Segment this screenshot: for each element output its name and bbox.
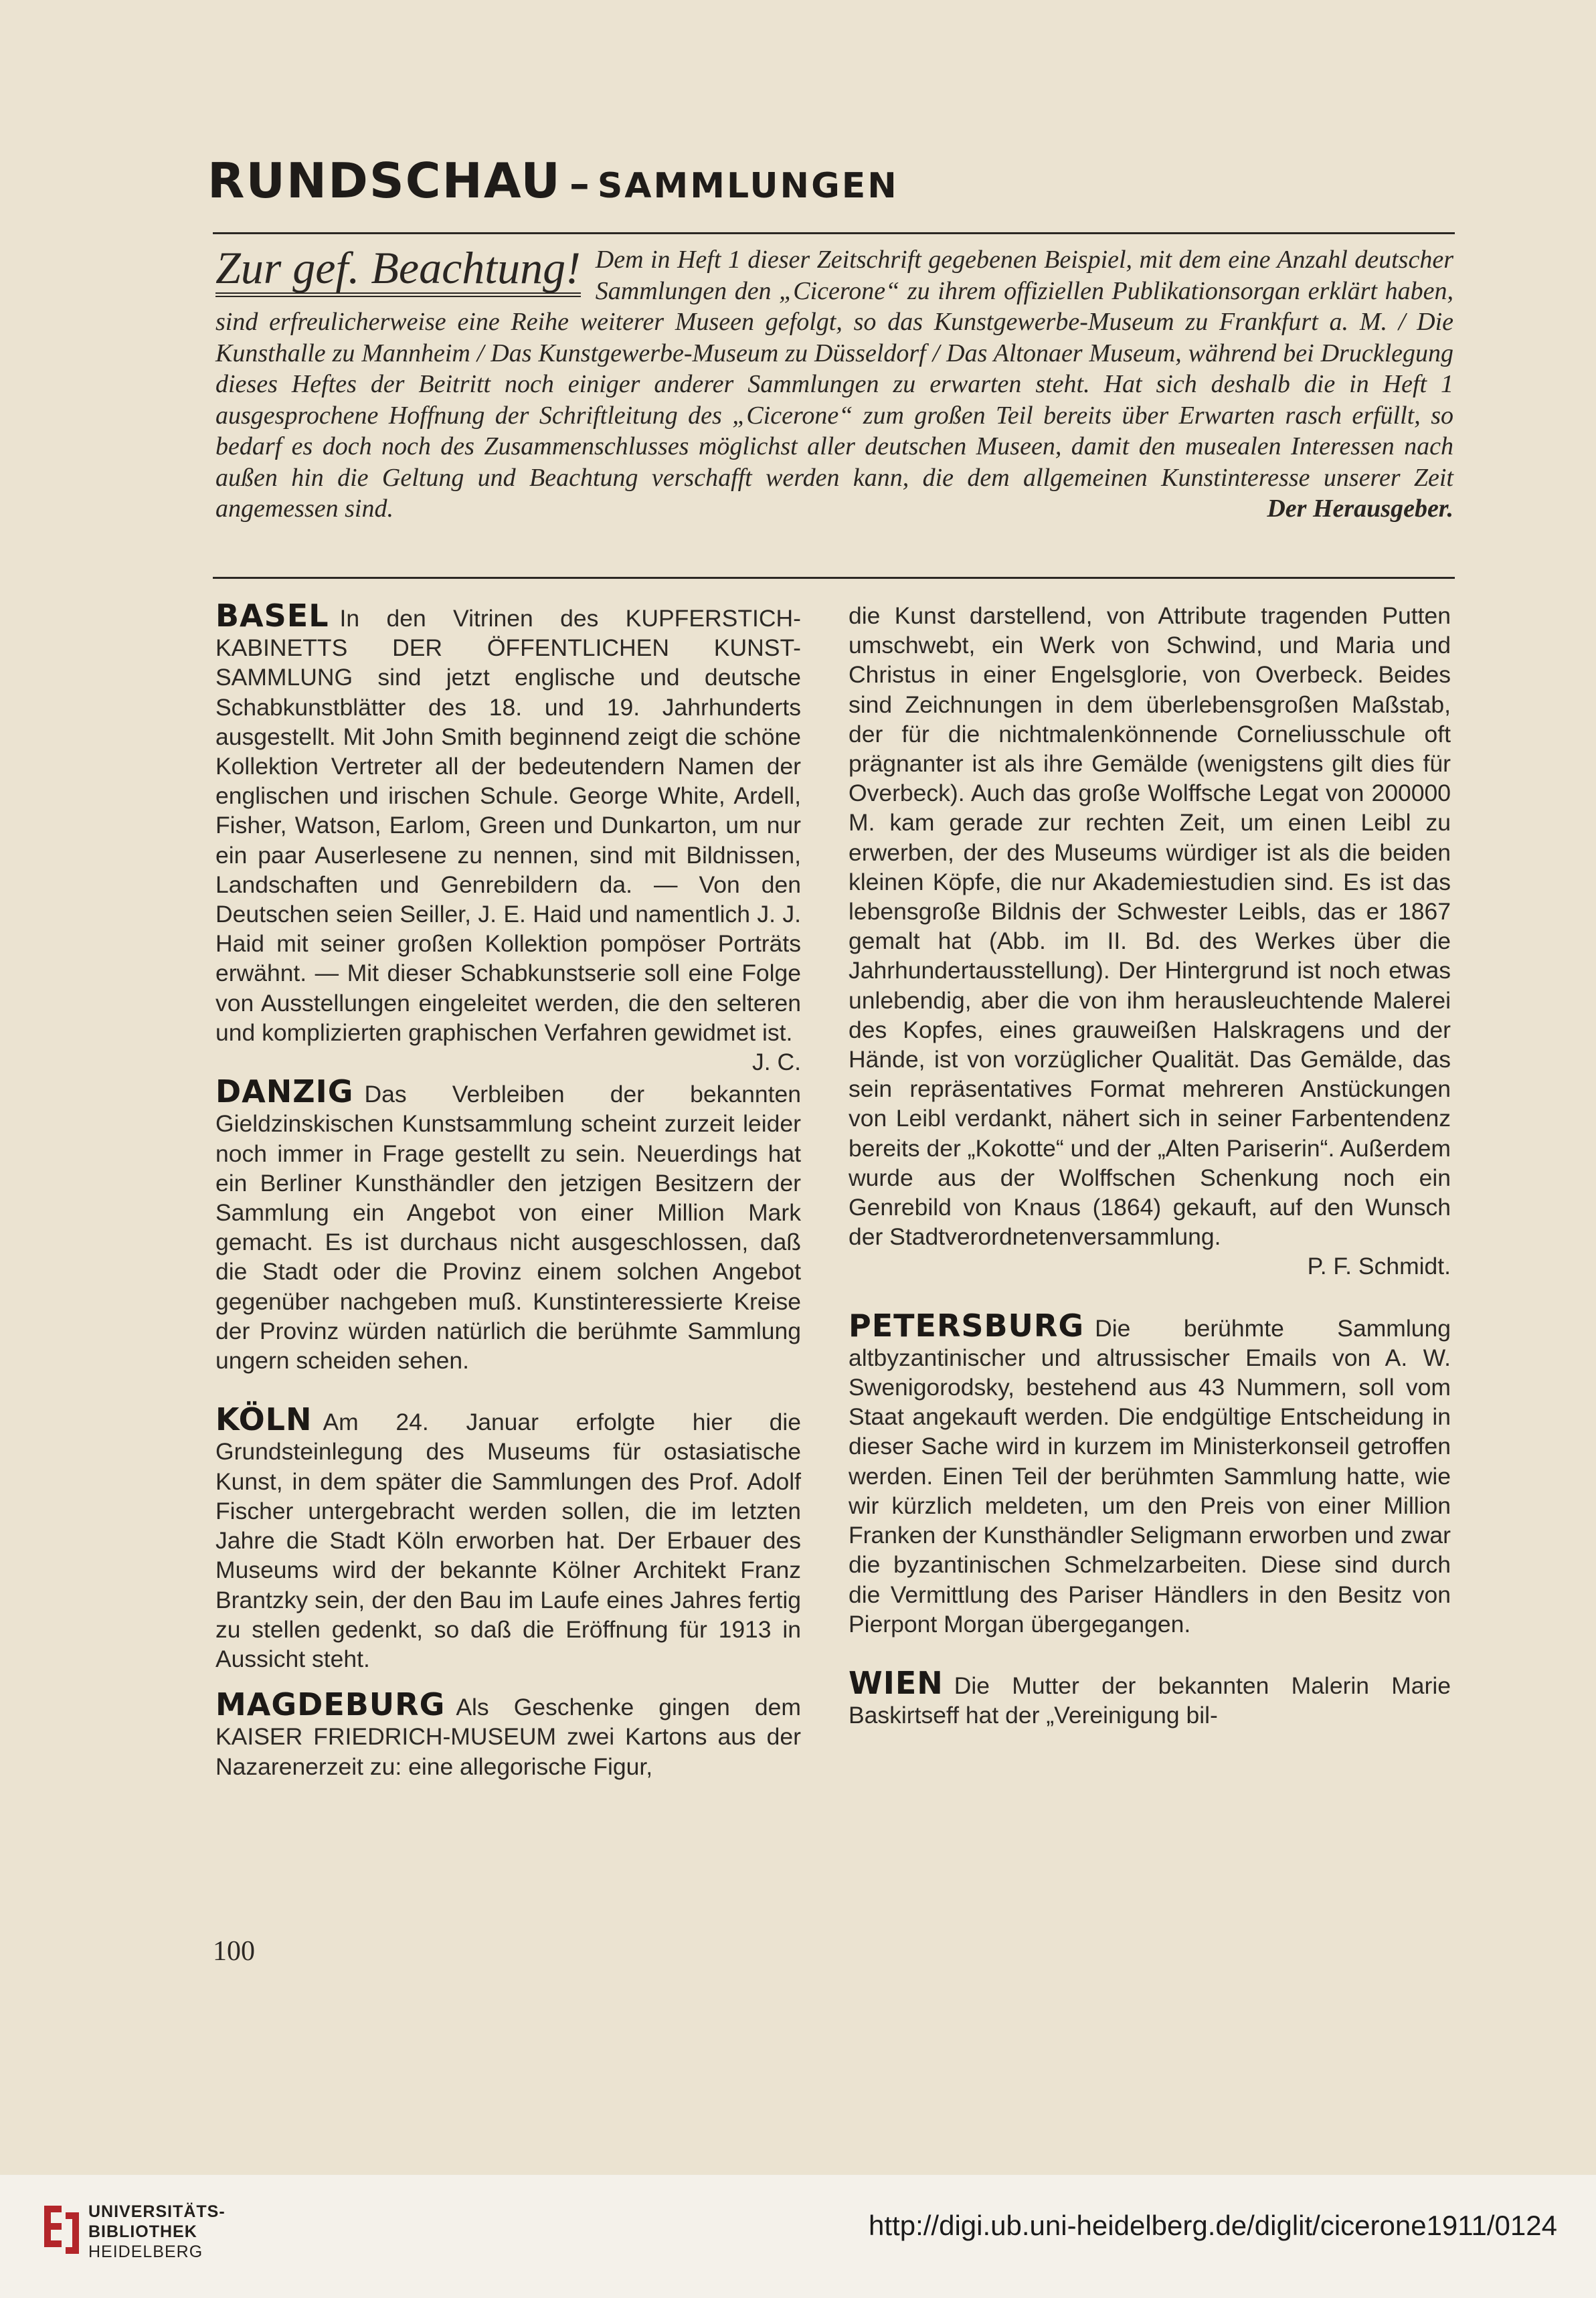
library-name-line1: UNIVERSITÄTS- [88,2202,226,2221]
notice-box [215,244,1453,525]
magdeburg-text: Als Geschenke gingen dem KAISER FRIEDRICH-MUSEUM zwei Kartons aus der Nazarenerzeit zu: eine allegorische Figur, [215,1694,801,1780]
city-heading-basel: BASEL [215,598,329,634]
basel-signature: J. C. [752,1049,801,1076]
notice-bottom-rule [213,577,1455,579]
section-koeln [215,1401,801,1674]
magdeburg-continuation: die Kunst darstellend, von Attribute tragenden Putten umschwebt, ein Werk von Schwind, und Maria und Christus in einer Engelsglorie, von Overbeck. Beides sind Zeichnungen in dem überlebensgroßen Maßstab, der für die nichtmalenkönnende Corneliusschule oft prägnanter ist als ihre Gemälde (wenigstens gilt dies für Overbeck). Auch das große Wolffsche Legat von 200000 M. kam gerade zur rechten Zeit, um einen Leibl zu erwerben, der des Museums würdiger ist als die beiden kleinen Köpfe, die nur Akademiestudien sind. Es ist das lebensgroße Bildnis der Schwester Leibls, das er 1867 gemalt hat (Abb. im II. Bd. des Werkes über die Jahrhundertausstellung). Der Hintergrund ist noch etwas unlebendig, aber die von ihm herausleuchtende Malerei des Kopfes, eines grauweißen Halskragens und der Hände, ist von vorzüglicher Qualität. Das Gemälde, das sein repräsentatives Format mehreren Anstückungen von Leibl verdankt, nähert sich in seiner Farbentendenz bereits der „Kokotte“ und der „Alten Pariserin“. Außerdem wurde aus der Wolffschen Schenkung noch ein Genrebild von Knaus (1864) gekauft, auf den Wunsch der Stadtverordnetenversammlung. [849,602,1451,1251]
library-name [88,2202,226,2262]
heading-main: RUNDSCHAU [207,153,561,209]
library-name-line3: HEIDELBERG [88,2242,203,2261]
magdeburg-signature: P. F. Schmidt. [1307,1253,1451,1280]
koeln-text: Am 24. Januar erfolgte hier die Grundsteinlegung des Museums für ostasiatische Kunst, in dem später die Sammlungen des Prof. Adolf Fischer untergebracht werden sollen, die im letzten Jahre die Stadt Köln erworben hat. Der Erbauer des Museums wird der bekannte Kölner Architekt Franz Brantzky sein, der den Bau im Laufe eines Jahres fertig zu stellen gedenkt, so daß die Eröffnung für 1913 in Aussicht steht. [215,1409,801,1672]
city-heading-wien: WIEN [849,1664,944,1701]
section-basel [215,598,801,1047]
left-column [215,598,801,1781]
city-heading-danzig: DANZIG [215,1073,354,1110]
section-wien [849,1664,1451,1730]
basel-text: In den Vitrinen des KUPFERSTICH-KABINETTS DER ÖFFENTLICHEN KUNST-SAMMLUNG sind jetzt englische und deutsche Schabkunstblätter des 18. und 19. Jahrhunderts ausgestellt. Mit John Smith beginnend zeigt die schöne Kollektion Vertreter all der bedeutendern Namen der englischen und irischen Schule. George White, Ardell, Fisher, Watson, Earlom, Green und Dunkarton, um nur ein paar Auserlesene zu nennen, sind mit Bildnissen, Landschaften und Genrebildern da. — Von den Deutschen seien Seiller, J. E. Haid und namentlich J. J. Haid mit seiner großen Kollektion pompöser Porträts erwähnt. — Mit dieser Schabkunstserie soll eine Folge von Ausstellungen eingeleitet werden, die den selteren und komplizierten graphischen Verfahren gewidmet ist. [215,605,801,1046]
notice-signature: Der Herausgeber. [1267,495,1453,523]
top-rule [213,232,1455,234]
section-magdeburg [215,1686,801,1781]
source-url-link[interactable]: http://digi.ub.uni-heidelberg.de/diglit/cicerone1911/0124 [869,2210,1557,2241]
danzig-text: Das Verbleiben der bekannten Gieldzinskischen Kunstsammlung scheint zurzeit leider noch immer in Frage gestellt zu sein. Neuerdings hat ein Berliner Kunsthändler den jetzigen Besitzern der Sammlung ein Angebot von einer Million Mark gemacht. Es ist durchaus nicht ausgeschlossen, daß die Stadt oder die Provinz einem solchen Angebot gegenüber nachgeben muß. Kunstinteressierte Kreise der Provinz würden natürlich die berühmte Sammlung ungern scheiden sehen. [215,1081,801,1375]
city-heading-petersburg: PETERSBURG [849,1307,1085,1344]
petersburg-text: Die berühmte Sammlung altbyzantinischer und altrussischer Emails von A. W. Swenigorodsky, bestehend aus 43 Nummern, soll vom Staat angekauft werden. Die endgültige Entscheidung in dieser Sache wird in kurzem im Ministerkonseil getroffen werden. Einen Teil der berühmten Sammlung hatte, wie wir kürzlich meldeten, um den Preis von einer Million Franken der Kunsthändler Seligmann erworben und zwar die byzantinischen Schmelzarbeiten. Diese sind durch die Vermittlung des Pariser Händlers in den Besitz von Pierpont Morgan übergegangen. [849,1314,1451,1638]
heading-sub: SAMMLUNGEN [597,166,899,206]
notice-text: Dem in Heft 1 dieser Zeitschrift gegebenen Beispiel, mit dem eine Anzahl deutscher Sammlungen den „Cicerone“ zu ihrem offiziellen Publikationsorgan erklärt haben, sind erfreulicherweise eine Reihe weiterer Museen gefolgt, so das Kunstgewerbe-Museum zu Frankfurt a. M. / Die Kunsthalle zu Mannheim / Das Kunstgewerbe-Museum zu Düsseldorf / Das Altonaer Museum, während bei Drucklegung dieses Heftes der Beitritt noch einiger anderer Sammlungen zu erwarten steht. Hat sich deshalb die in Heft 1 ausgesprochene Hoffnung der Schriftleitung des „Cicerone“ zum großen Teil bereits über Erwarten rasch erfüllt, so bedarf es doch noch des Zusammenschlusses möglichst aller deutschen Museen, damit den musealen Interessen nach außen hin die Geltung und Beachtung verschafft werden kann, die dem allgemeinen Kunstinteresse unserer Zeit angemessen sind. [215,246,1453,523]
right-column [849,601,1451,1730]
section-petersburg [849,1307,1451,1639]
section-danzig [215,1073,801,1375]
wien-text: Die Mutter der bekannten Malerin Marie Baskirtseff hat der „Vereinigung bil- [849,1672,1451,1729]
city-heading-koeln: KÖLN [215,1401,313,1438]
heading-dash: – [569,161,590,207]
library-logo-icon [41,2203,82,2257]
notice-heading: Zur gef. Beachtung! [215,244,581,297]
city-heading-magdeburg: MAGDEBURG [215,1686,446,1723]
page-heading [207,153,899,209]
library-name-line2: BIBLIOTHEK [88,2222,197,2241]
page-number: 100 [213,1936,255,1967]
